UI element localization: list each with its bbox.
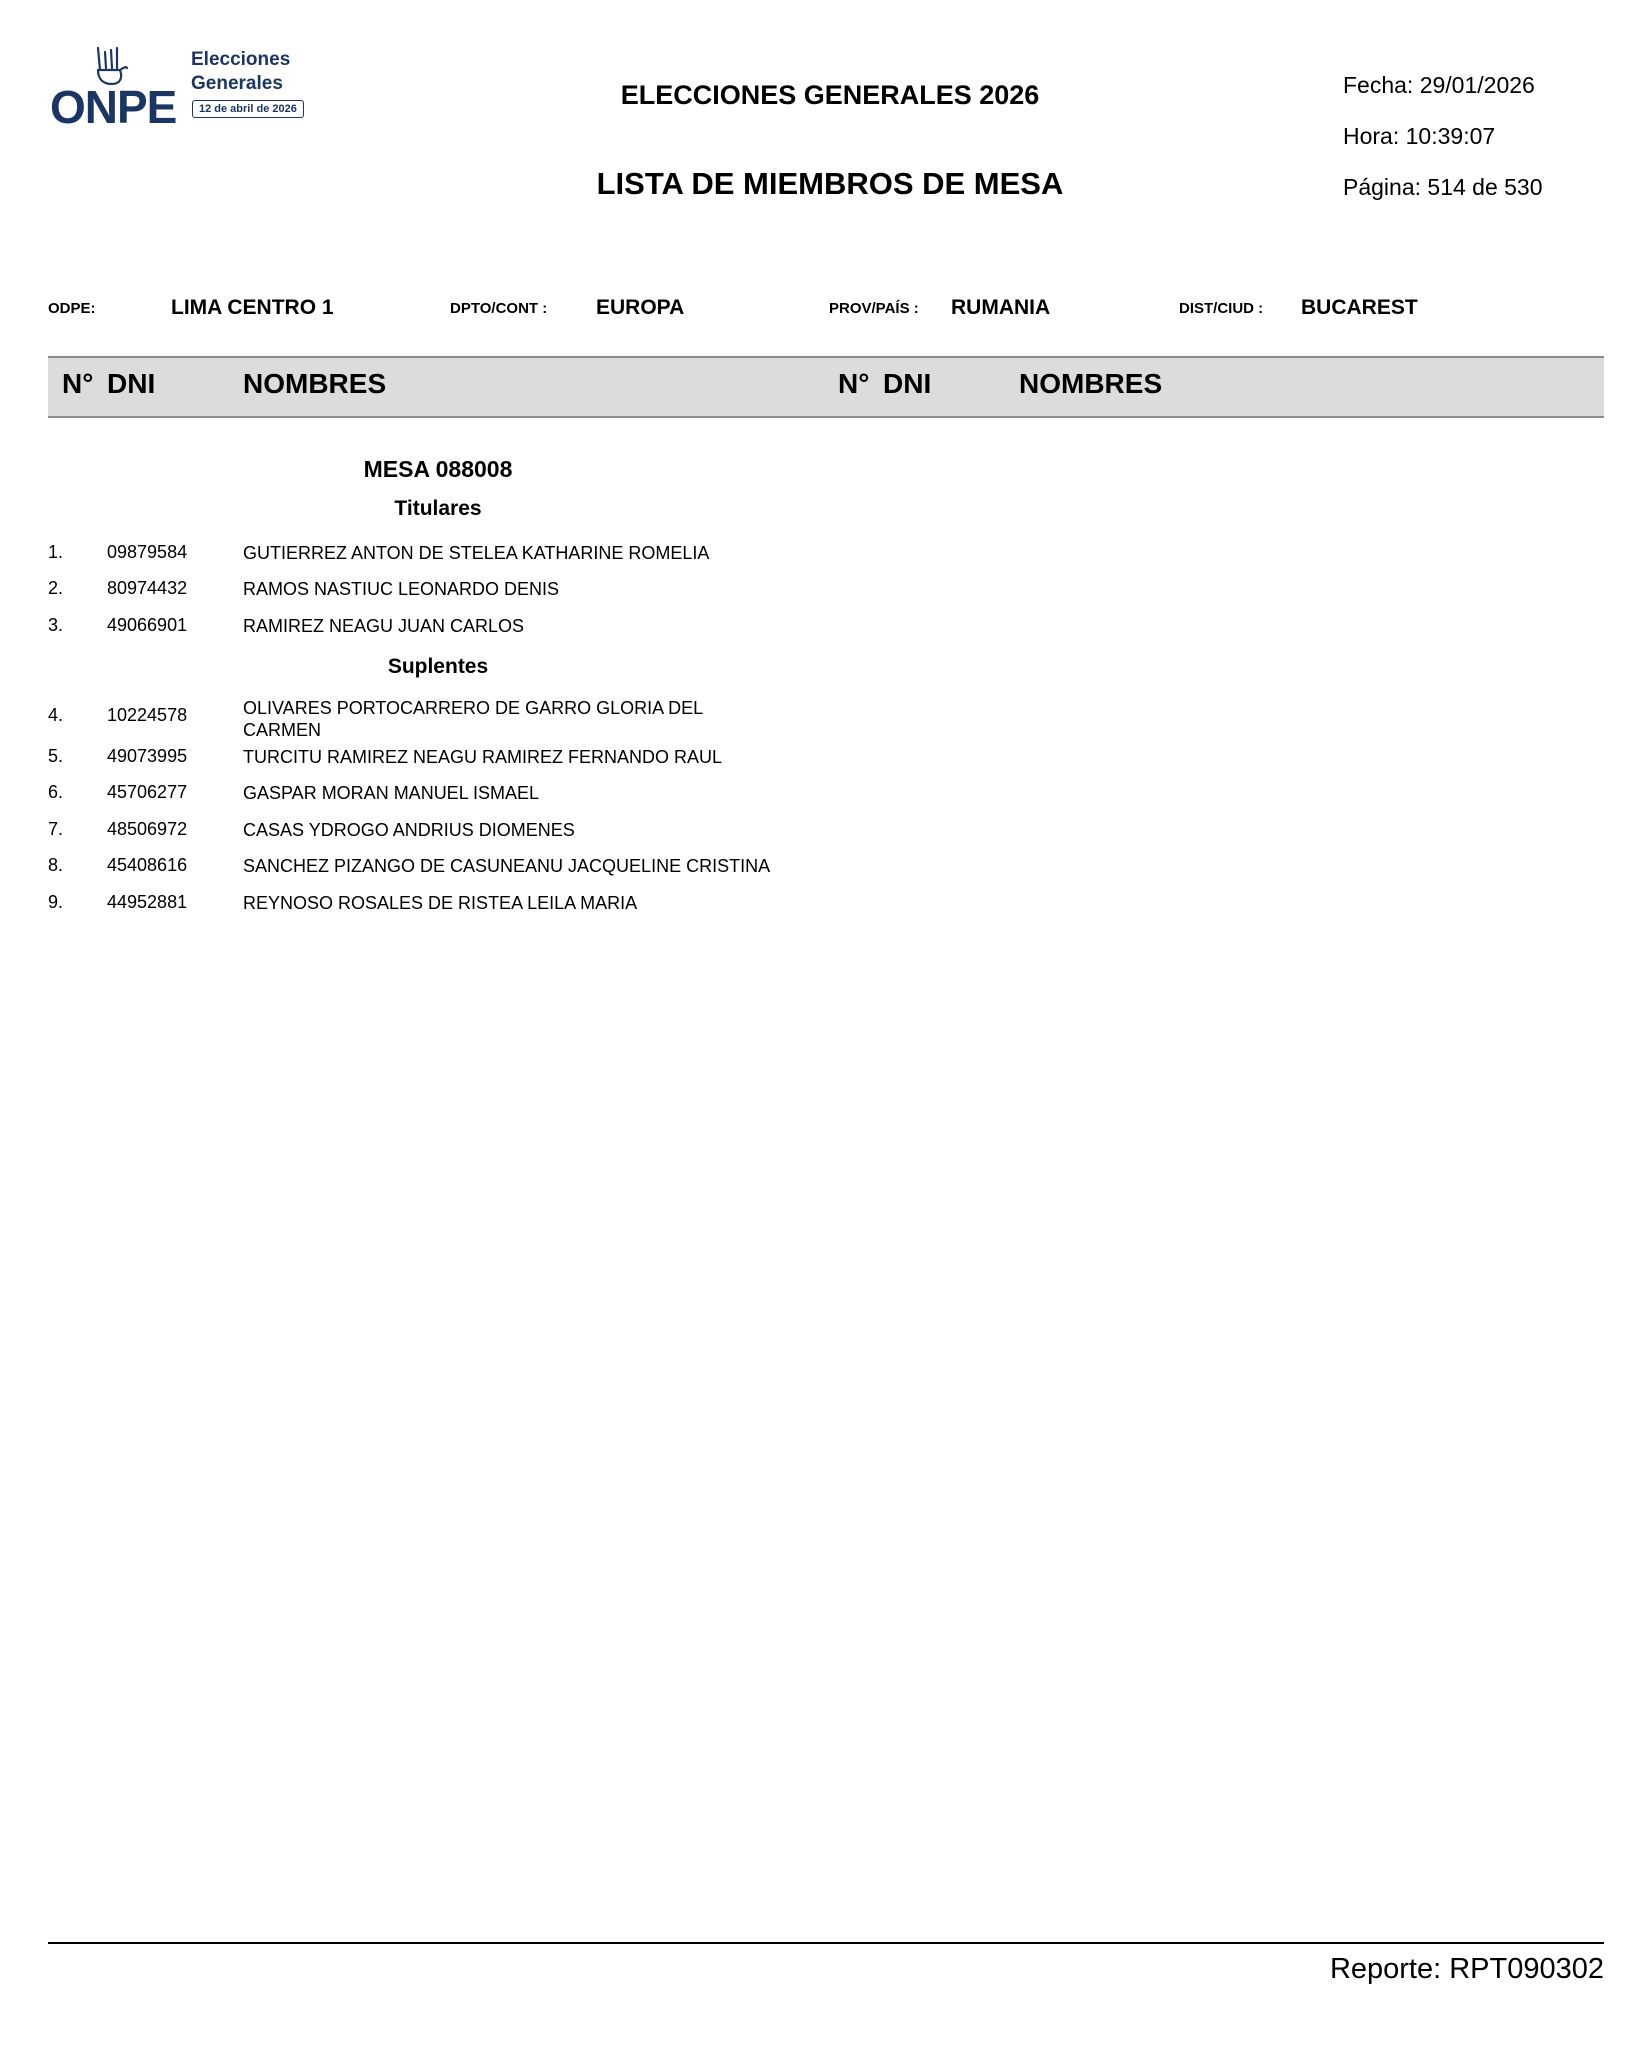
row-name: TURCITU RAMIREZ NEAGU RAMIREZ FERNANDO RAUL <box>243 747 723 767</box>
report-code: Reporte: RPT090302 <box>1329 1953 1604 1985</box>
row-dni: 44952881 <box>107 892 188 912</box>
pagina: Página: 514 de 530 <box>1343 174 1543 200</box>
row-name: CASAS YDROGO ANDRIUS DIOMENES <box>243 820 575 840</box>
col-dni: DNI <box>107 368 156 399</box>
prov-value: RUMANIA <box>951 296 1051 319</box>
fecha: Fecha: 29/01/2026 <box>1343 72 1535 98</box>
mesa-title: MESA 088008 <box>363 456 513 482</box>
row-name: SANCHEZ PIZANGO DE CASUNEANU JACQUELINE CRISTINA <box>243 856 771 876</box>
row-dni: 45408616 <box>107 855 188 875</box>
report-title: ELECCIONES GENERALES 2026 <box>620 80 1040 110</box>
row-number: 5. <box>48 746 64 766</box>
hora: Hora: 10:39:07 <box>1343 123 1496 149</box>
onpe-logo <box>50 44 320 134</box>
row-dni: 45706277 <box>107 782 188 802</box>
row-number: 2. <box>48 578 64 598</box>
footer-divider <box>48 1942 1604 1944</box>
col-n: N° <box>62 368 94 399</box>
row-name: RAMIREZ NEAGU JUAN CARLOS <box>243 616 525 636</box>
suplentes-heading: Suplentes <box>387 655 489 678</box>
col-nombres: NOMBRES <box>243 368 387 399</box>
titulares-heading: Titulares <box>394 497 482 520</box>
col-nombres-2: NOMBRES <box>1019 368 1163 399</box>
logo-line-1: Elecciones <box>191 49 291 70</box>
col-n-2: N° <box>838 368 870 399</box>
row-dni: 80974432 <box>107 578 188 598</box>
row-name: GASPAR MORAN MANUEL ISMAEL <box>243 783 540 803</box>
row-number: 1. <box>48 542 64 562</box>
raised-hand-icon <box>90 44 130 86</box>
dpto-value: EUROPA <box>596 296 685 319</box>
row-name: OLIVARES PORTOCARRERO DE GARRO GLORIA DEL CARMEN <box>243 698 703 740</box>
row-number: 9. <box>48 892 64 912</box>
row-name: REYNOSO ROSALES DE RISTEA LEILA MARIA <box>243 893 638 913</box>
odpe-value: LIMA CENTRO 1 <box>171 296 334 319</box>
row-dni: 09879584 <box>107 542 188 562</box>
logo-date-badge: 12 de abril de 2026 <box>192 100 304 118</box>
report-subtitle: LISTA DE MIEMBROS DE MESA <box>596 166 1064 201</box>
odpe-label: ODPE: <box>48 300 96 317</box>
dist-value: BUCAREST <box>1301 296 1418 319</box>
logo-line-2: Generales <box>191 73 283 94</box>
row-dni: 49073995 <box>107 746 188 766</box>
row-name: GUTIERREZ ANTON DE STELEA KATHARINE ROMELIA <box>243 543 710 563</box>
col-dni-2: DNI <box>883 368 932 399</box>
row-number: 6. <box>48 782 64 802</box>
row-number: 7. <box>48 819 64 839</box>
logo-brand: ONPE <box>50 81 177 133</box>
row-number: 3. <box>48 615 64 635</box>
row-number: 4. <box>48 705 64 725</box>
dpto-label: DPTO/CONT : <box>450 300 548 317</box>
row-name: RAMOS NASTIUC LEONARDO DENIS <box>243 579 560 599</box>
prov-label: PROV/PAÍS : <box>829 300 919 317</box>
dist-label: DIST/CIUD : <box>1179 300 1264 317</box>
row-dni: 10224578 <box>107 705 188 725</box>
row-dni: 48506972 <box>107 819 188 839</box>
row-dni: 49066901 <box>107 615 188 635</box>
row-number: 8. <box>48 855 64 875</box>
